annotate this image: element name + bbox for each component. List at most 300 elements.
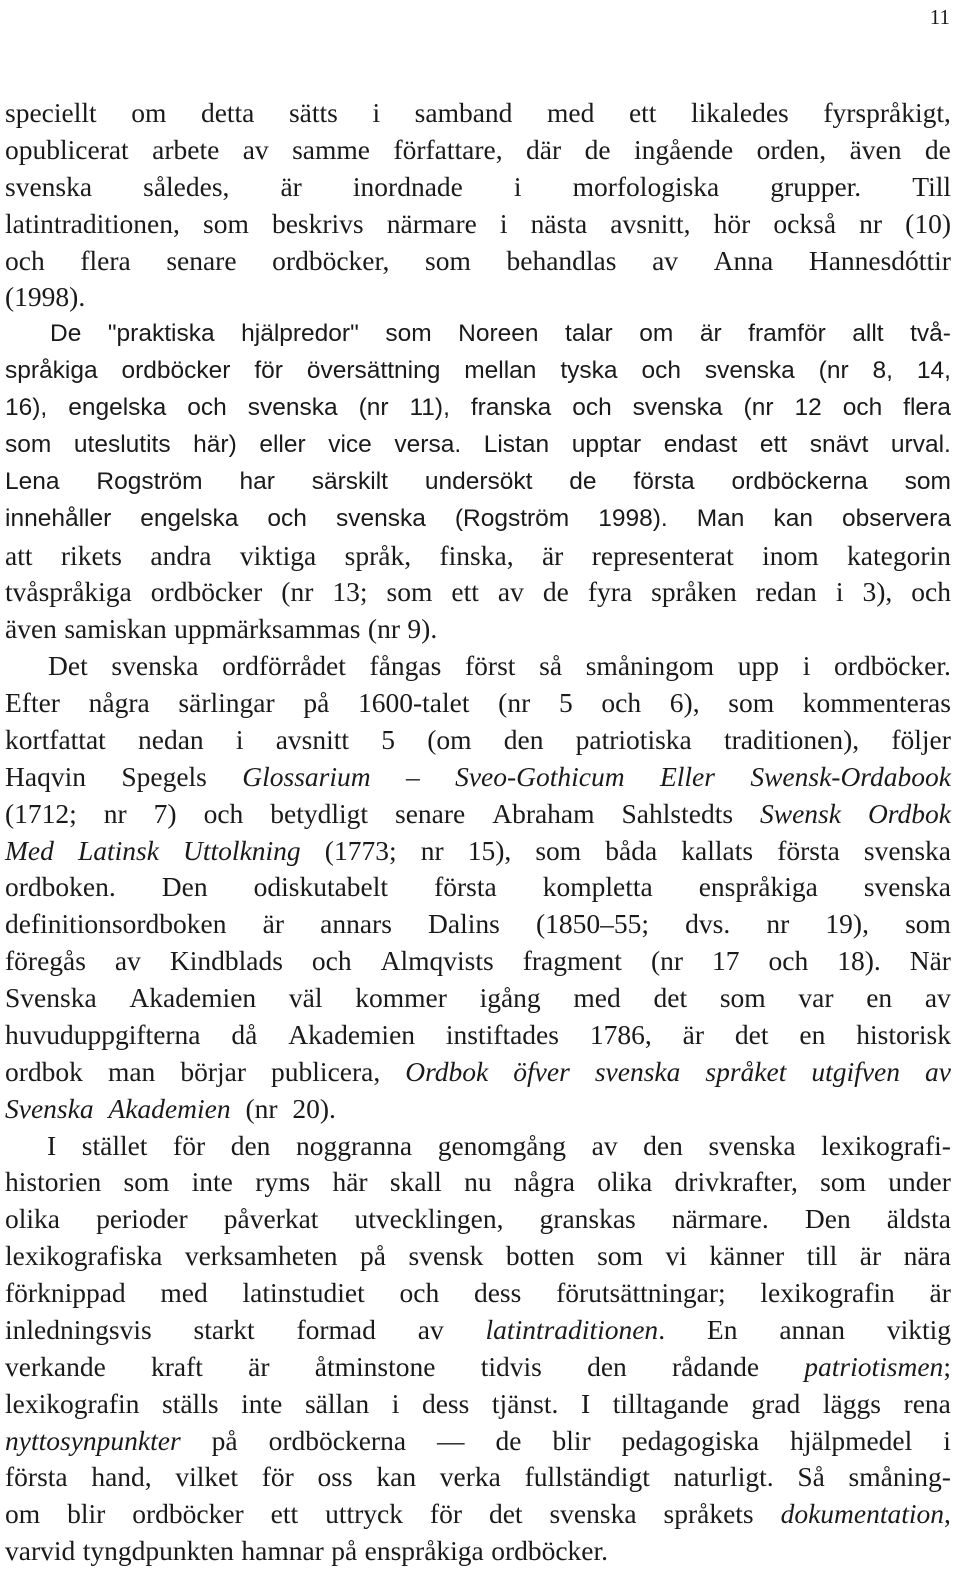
- text-line: [5, 906, 951, 943]
- text-word: 6),: [669, 687, 700, 718]
- text-word: där: [526, 133, 562, 165]
- text-word: på: [303, 687, 330, 718]
- text-word: traditionen),: [723, 723, 860, 755]
- text-word: följer: [891, 723, 951, 755]
- text-word: ställs: [162, 1387, 219, 1419]
- text-fragment: ordböcker: [132, 1498, 244, 1530]
- text-word: skall: [389, 1166, 442, 1198]
- text-word: botten: [505, 1240, 575, 1272]
- text-word: ryms: [255, 1166, 311, 1198]
- text-word: odiskutabelt: [253, 871, 389, 903]
- text-word: [242, 759, 370, 796]
- text-word: Almqvists: [380, 945, 494, 977]
- text-word: närmare.: [671, 1203, 769, 1235]
- text-word: urval.: [890, 430, 951, 458]
- text-word: hand,: [91, 1461, 152, 1493]
- text-word: ett: [759, 430, 788, 458]
- text-word: är: [699, 320, 722, 348]
- text-fragment: det: [488, 1498, 523, 1530]
- text-word: och: [601, 687, 642, 718]
- italic-text: Glossarium: [242, 760, 371, 792]
- text-fragment: 15),: [467, 834, 512, 866]
- text-word: ett: [451, 576, 479, 608]
- text-word: i: [499, 207, 508, 239]
- text-line: [5, 648, 951, 685]
- text-word: som: [820, 1166, 867, 1198]
- text-line: [5, 1275, 951, 1312]
- text-word: om: [639, 320, 674, 348]
- text-word: [777, 833, 840, 870]
- text-word: Det: [48, 650, 88, 682]
- text-word: avsnitt,: [610, 207, 691, 239]
- text-fragment: på: [211, 1424, 238, 1456]
- italic-text: av: [925, 1055, 951, 1087]
- text-word: den: [643, 1129, 683, 1161]
- text-word: (nr: [367, 613, 400, 645]
- text-word: lexikografiska: [5, 1240, 163, 1272]
- text-word: (nr: [358, 394, 389, 421]
- text-word: som: [123, 1166, 170, 1198]
- text-word: av: [591, 1129, 618, 1161]
- text-fragment: de: [495, 1424, 522, 1456]
- text-word: nära: [903, 1240, 951, 1272]
- text-word: [194, 1312, 255, 1349]
- text-word: [430, 1496, 462, 1533]
- text-fragment: viktig: [886, 1313, 951, 1345]
- text-word: [5, 1349, 106, 1386]
- text-word: huvuduppgifterna: [5, 1018, 201, 1050]
- text-word: [406, 759, 420, 796]
- text-word: drivkrafter,: [674, 1166, 798, 1198]
- text-word: [887, 1312, 951, 1349]
- italic-text: öfver: [513, 1055, 570, 1087]
- text-line: [5, 722, 951, 759]
- text-word: behandlas: [506, 244, 617, 276]
- text-word: (nr: [498, 687, 531, 718]
- text-line: [5, 427, 951, 464]
- text-fragment: nr: [420, 834, 444, 866]
- text-line: [5, 316, 951, 353]
- text-line: [5, 464, 951, 501]
- text-word: således,: [143, 170, 230, 202]
- text-word: inordnade: [352, 170, 463, 202]
- text-word: patriotiska: [575, 723, 692, 755]
- text-word: [5, 1496, 40, 1533]
- text-word: flera: [903, 394, 951, 421]
- text-fragment: Abraham: [492, 797, 595, 829]
- text-word: först: [465, 650, 516, 682]
- text-word: innehåller: [5, 504, 112, 532]
- text-word: om: [131, 97, 167, 128]
- text-word: Man: [696, 504, 745, 532]
- text-word: och: [187, 394, 227, 421]
- text-word: tjänst.: [491, 1387, 559, 1419]
- text-word: fångas: [369, 650, 442, 682]
- text-word: i: [235, 723, 244, 755]
- text-fragment: 7): [153, 797, 177, 829]
- text-word: som: [905, 908, 951, 940]
- text-word: som: [728, 687, 775, 718]
- text-line: [5, 1128, 951, 1165]
- text-word: [707, 1312, 738, 1349]
- text-word: [292, 1091, 343, 1128]
- text-word: instiftades: [445, 1018, 559, 1050]
- text-word: [296, 1312, 375, 1349]
- text-word: [183, 833, 301, 870]
- text-word: och: [911, 576, 951, 608]
- text-word: [681, 833, 753, 870]
- text-word: hör: [713, 207, 751, 239]
- text-line: [5, 169, 951, 206]
- text-word: enspråkiga: [698, 871, 818, 903]
- text-word: som: [386, 576, 433, 608]
- text-line: [5, 1238, 951, 1275]
- italic-text: svenska: [594, 1055, 681, 1087]
- text-word: [395, 796, 465, 833]
- text-word: observera: [842, 504, 951, 532]
- text-word: [67, 1496, 105, 1533]
- text-word: olika: [5, 1203, 60, 1235]
- text-word: ordböcker: [150, 576, 263, 608]
- text-word: annars: [320, 908, 392, 940]
- text-word: [325, 1496, 403, 1533]
- text-word: avsnitt: [275, 723, 350, 755]
- text-word: [760, 796, 841, 833]
- text-word: här: [332, 1166, 368, 1198]
- text-word: grad: [751, 1387, 801, 1419]
- text-word: [605, 833, 657, 870]
- text-fragment: Spegels: [121, 760, 207, 792]
- text-word: [418, 1312, 444, 1349]
- text-word: en: [799, 1018, 826, 1050]
- text-word: och: [572, 394, 612, 421]
- text-word: nedan: [138, 723, 204, 755]
- text-word: och: [311, 945, 352, 977]
- text-word: sällan: [304, 1387, 370, 1419]
- text-word: i: [513, 170, 522, 202]
- text-word: representerat: [591, 539, 734, 571]
- text-word: under: [888, 1166, 951, 1198]
- text-word: svenska: [708, 1129, 796, 1161]
- text-word: närmare: [386, 207, 477, 239]
- text-word: av: [652, 244, 679, 276]
- text-word: enspråkiga: [364, 1535, 484, 1567]
- text-word: versa.: [394, 430, 462, 458]
- text-line: [5, 943, 951, 980]
- text-fragment: annan: [779, 1313, 845, 1345]
- text-word: [180, 1054, 246, 1091]
- text-fragment: språkets: [663, 1498, 754, 1530]
- text-word: (1998).: [5, 281, 86, 313]
- text-word: nr: [859, 207, 883, 239]
- text-word: "praktiska: [107, 320, 215, 348]
- text-word: viktiga: [239, 539, 317, 571]
- text-word: 3),: [862, 576, 893, 608]
- text-word: föregås: [5, 945, 86, 977]
- text-fragment: (1712;: [5, 797, 77, 829]
- text-word: 17: [712, 945, 740, 977]
- text-word: så: [539, 650, 563, 682]
- text-fragment: senare: [395, 797, 466, 829]
- text-word: [204, 796, 244, 833]
- text-word: på: [360, 1240, 386, 1272]
- text-word: kommer: [355, 982, 447, 1013]
- italic-text: –: [405, 760, 420, 792]
- text-word: (Rogström: [454, 504, 570, 532]
- text-word: samband: [414, 97, 513, 128]
- text-word: [513, 1054, 570, 1091]
- text-word: svensk: [408, 1240, 484, 1272]
- text-word: [587, 1349, 627, 1386]
- italic-text: Med: [5, 834, 54, 866]
- text-word: språk,: [344, 539, 412, 571]
- text-word: som: [5, 430, 52, 458]
- text-word: [705, 1054, 786, 1091]
- text-fragment: verkande: [5, 1350, 106, 1382]
- text-word: och: [399, 1277, 440, 1308]
- text-line: [5, 1423, 951, 1460]
- text-word: som: [385, 320, 432, 348]
- text-word: inte: [241, 1387, 283, 1419]
- text-word: framför: [748, 320, 826, 348]
- text-word: till: [806, 1240, 838, 1272]
- text-word: [468, 833, 512, 870]
- text-word: historisk: [856, 1018, 951, 1050]
- text-word: svenska: [247, 394, 338, 421]
- text-word: opublicerat: [5, 133, 129, 165]
- text-word: redan: [755, 576, 817, 608]
- text-line: [5, 1496, 951, 1533]
- text-line: [5, 833, 951, 870]
- text-word: (om: [427, 723, 472, 755]
- text-word: är: [682, 1018, 704, 1050]
- text-word: När: [909, 945, 951, 977]
- text-word: uppmärksammas: [174, 613, 361, 645]
- text-word: de: [542, 576, 569, 608]
- text-word: med: [160, 1277, 208, 1308]
- text-word: mellan: [464, 357, 537, 385]
- text-word: tvåspråkiga: [5, 576, 132, 608]
- text-word: det: [653, 982, 688, 1013]
- text-word: 12: [794, 394, 822, 421]
- text-fragment: tidvis: [480, 1350, 542, 1382]
- text-fragment: som: [535, 834, 582, 866]
- text-fragment: uttryck: [325, 1498, 403, 1530]
- text-word: hjälpredor": [241, 320, 359, 348]
- text-word: orden,: [756, 133, 827, 165]
- text-word: lexikografi-: [821, 1129, 951, 1161]
- text-word: oss: [317, 1461, 353, 1493]
- text-fragment: båda: [605, 834, 658, 866]
- italic-text: latintraditionen: [485, 1313, 659, 1345]
- text-word: är: [859, 1240, 882, 1272]
- text-word: ordförrådet: [222, 650, 346, 682]
- text-line: [5, 1201, 951, 1238]
- text-word: är: [262, 908, 284, 940]
- text-word: Svenska: [5, 982, 97, 1013]
- text-word: Anna: [713, 244, 774, 276]
- text-fragment: börjar: [180, 1055, 247, 1087]
- text-fragment: svenska: [549, 1498, 637, 1530]
- text-word: [595, 1054, 681, 1091]
- text-word: Listan: [483, 430, 550, 458]
- text-word: [622, 796, 734, 833]
- text-word: av: [497, 576, 524, 608]
- text-line: [5, 1459, 951, 1496]
- text-word: [325, 833, 397, 870]
- text-fragment: ett: [270, 1498, 299, 1530]
- text-fragment: åtminstone: [314, 1350, 436, 1382]
- text-word: allt: [852, 320, 884, 348]
- text-word: ordböcker,: [272, 244, 390, 276]
- text-word: de: [569, 467, 597, 495]
- text-word: snävt: [809, 430, 869, 458]
- text-line: [5, 206, 951, 243]
- text-word: [779, 1312, 845, 1349]
- text-line: [5, 1091, 951, 1128]
- text-word: [811, 1054, 900, 1091]
- text-word: dvs.: [685, 908, 731, 940]
- text-word: med: [573, 982, 621, 1013]
- text-word: flera: [80, 244, 131, 276]
- text-word: 1600-talet: [357, 687, 470, 718]
- text-word: som: [597, 1240, 643, 1272]
- text-word: [108, 1091, 238, 1128]
- text-fragment: nr: [103, 797, 127, 829]
- text-word: (nr: [650, 945, 684, 977]
- text-word: sätts: [288, 97, 338, 128]
- text-word: [455, 759, 625, 796]
- italic-text: patriotismen: [804, 1350, 944, 1382]
- text-word: upp: [737, 650, 780, 682]
- text-word: också: [773, 207, 837, 239]
- text-word: noggranna: [296, 1129, 413, 1161]
- text-word: (10): [905, 207, 951, 239]
- text-word: den: [230, 1129, 271, 1161]
- text-fragment: rådande: [672, 1350, 760, 1382]
- text-word: [492, 796, 594, 833]
- text-word: 1786,: [589, 1018, 652, 1050]
- text-word: rikets: [60, 539, 122, 571]
- text-word: av: [114, 945, 141, 977]
- italic-text: Akademien: [108, 1092, 231, 1124]
- text-word: engelska: [140, 504, 239, 532]
- text-word: latinstudiet: [242, 1277, 365, 1308]
- italic-text: Sveo-Gothicum: [455, 760, 625, 792]
- text-word: [549, 1496, 636, 1533]
- text-word: [5, 1312, 152, 1349]
- text-word: latintraditionen,: [5, 207, 180, 239]
- text-fragment: blir: [552, 1424, 591, 1456]
- italic-text: dokumentation: [780, 1498, 945, 1530]
- text-word: har: [239, 467, 275, 495]
- text-word: fragment: [522, 945, 622, 977]
- text-word: 5: [381, 723, 396, 755]
- text-word: första: [5, 1461, 68, 1493]
- body-text: [5, 95, 951, 1570]
- text-word: Den: [804, 1203, 851, 1235]
- text-word: tyngdpunkten: [82, 1535, 234, 1567]
- text-word: Akademien: [129, 982, 257, 1013]
- text-line: [5, 1533, 951, 1570]
- text-word: översättning: [306, 357, 441, 385]
- text-fragment: starkt: [193, 1313, 255, 1345]
- text-word: [660, 759, 715, 796]
- text-word: fyrspråkigt,: [823, 97, 951, 128]
- text-word: Kindblads: [169, 945, 283, 977]
- text-word: en: [866, 982, 893, 1013]
- text-word: dess: [421, 1387, 470, 1419]
- text-word: [132, 1496, 243, 1533]
- text-word: [5, 796, 77, 833]
- page-number: 11: [929, 5, 950, 29]
- text-line: [5, 980, 951, 1017]
- text-word: samme: [292, 133, 371, 165]
- text-word: [78, 833, 159, 870]
- text-line: [5, 95, 951, 132]
- text-word: ett: [628, 97, 657, 128]
- text-word: [5, 1054, 83, 1091]
- text-word: svenska: [5, 170, 93, 202]
- text-word: granskas: [539, 1203, 636, 1235]
- text-line: [5, 869, 951, 906]
- text-word: 9).: [407, 613, 438, 645]
- italic-text: Uttolkning: [183, 834, 301, 866]
- text-word: [481, 1349, 542, 1386]
- text-fragment: En: [706, 1313, 738, 1345]
- text-word: 5: [558, 687, 573, 718]
- text-word: [437, 1423, 465, 1460]
- text-word: olika: [597, 1166, 653, 1198]
- text-word: engelska: [68, 394, 167, 421]
- text-word: i: [802, 650, 811, 682]
- text-word: undersökt: [424, 467, 533, 495]
- text-word: [245, 1091, 285, 1128]
- text-word: De: [50, 320, 82, 348]
- text-word: [864, 833, 951, 870]
- text-word: talar: [565, 320, 613, 348]
- text-word: svenska: [704, 357, 795, 385]
- text-word: som: [904, 467, 951, 495]
- text-line: [5, 759, 951, 796]
- text-word: svenska: [632, 394, 723, 421]
- text-word: [552, 1423, 590, 1460]
- text-word: två-: [910, 320, 951, 348]
- text-word: [5, 833, 54, 870]
- text-word: ordböckerna: [731, 467, 868, 495]
- text-word: och: [5, 244, 45, 276]
- text-word: i: [391, 1387, 400, 1419]
- text-fragment: om: [5, 1498, 41, 1530]
- text-line: [5, 685, 951, 722]
- text-word: Hannesdóttir: [808, 244, 951, 276]
- text-word: fullständigt: [524, 1461, 650, 1493]
- text-fragment: blir: [67, 1498, 106, 1530]
- text-fragment: (nr: [245, 1092, 278, 1124]
- text-word: fyra: [587, 576, 633, 608]
- text-word: ordböcker: [121, 357, 231, 385]
- text-word: andra: [150, 539, 212, 571]
- text-word: historien: [5, 1166, 102, 1198]
- text-word: småning-: [848, 1461, 951, 1493]
- text-word: [421, 833, 444, 870]
- text-word: [108, 1054, 155, 1091]
- text-word: Den: [161, 871, 208, 903]
- text-word: på: [331, 1535, 358, 1567]
- text-word: småningom: [585, 650, 715, 682]
- text-word: förutsättningar;: [556, 1277, 726, 1308]
- text-word: vi: [665, 1240, 687, 1272]
